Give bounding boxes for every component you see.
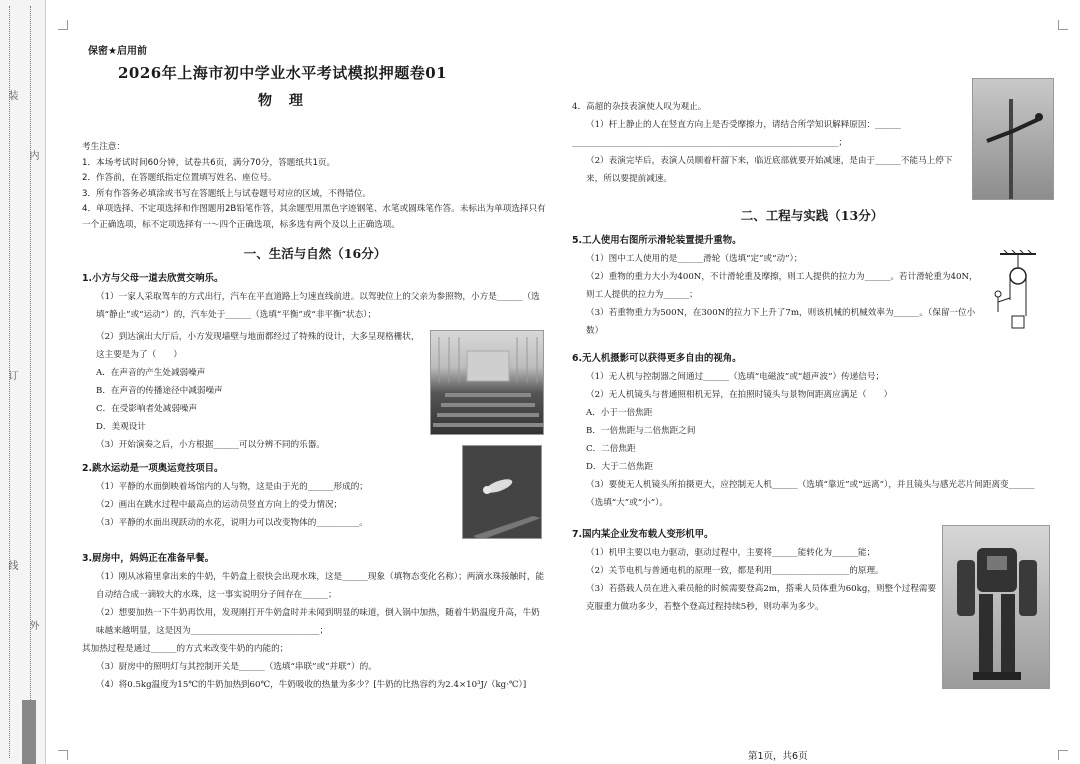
binding-dotted-line: [9, 6, 10, 758]
binding-label: 线: [6, 560, 17, 570]
binding-gutter-bar: [22, 700, 36, 764]
question-part: （3）开始演奏之后，小方根据______可以分辨不同的乐器。: [96, 440, 325, 450]
concert-hall-photo: [430, 330, 544, 435]
question-5: [572, 232, 986, 340]
question-part: （2）想要加热一下牛奶再饮用，发现刚打开牛奶盒时并未闻到明显的味道，倒入锅中加热，随着牛奶温度升高，牛奶味越来越明显，这是因为______________________________；: [96, 608, 540, 636]
pulley-diagram: [990, 250, 1042, 332]
confidential-label: 保密★启用前: [88, 46, 147, 57]
page-corner-mark: [58, 750, 68, 760]
binding-label: 外: [27, 620, 38, 630]
notice-item: 1．本场考试时间60分钟，试卷共6页，满分70分，答题纸共1页。: [82, 157, 336, 168]
notice-item: 3．所有作答务必填涂或书写在答题纸上与试卷题号对应的区域，不得错位。: [82, 188, 372, 199]
binding-label: 装: [6, 90, 17, 100]
option-d: D．美观设计: [96, 422, 146, 432]
question-part: （2）表演完毕后，表演人员顺着杆溜下来，临近底部就要开始减速，是由于______不能马上停下来，所以要提前减速。: [586, 156, 953, 184]
question-3: [82, 550, 548, 694]
question-part: （2）重物的重力大小为400N，不计滑轮重及摩擦，则工人提供的拉力为______。若计滑轮重为40N，则工人提供的拉力为______；: [586, 272, 978, 300]
binding-label: 订: [6, 370, 17, 380]
question-heading: 3.厨房中，妈妈正在准备早餐。: [82, 553, 214, 564]
notice-item: 2．作答前，在答题纸指定位置填写姓名、座位号。: [82, 173, 277, 183]
question-part: （1）一家人采取驾车的方式出行，汽车在平直道路上匀速直线前进。以驾驶位上的父亲为参照物，小方是______（选填“静止”或“运动”）的，汽车处于______（选填“平衡”或“非平衡”状态）；: [96, 292, 540, 320]
option-a: A．在声音的产生处减弱噪声: [96, 368, 206, 378]
question-part: （2）无人机镜头与普通照相机无异，在拍照时镜头与景物间距离应满足（ ）: [586, 390, 893, 400]
candidate-notice: [82, 140, 548, 233]
question-heading: 6.无人机摄影可以获得更多自由的视角。: [572, 353, 742, 364]
question-4: [572, 98, 956, 188]
question-1-cont: [82, 328, 424, 454]
question-part: ______________________________________________________________；: [572, 138, 848, 148]
question-part: （1）无人机与控制器之间通过______（选填“电磁波”或“超声波”）传递信号；: [586, 372, 885, 382]
binding-margin: [0, 0, 46, 764]
question-part: （3）要使无人机镜头所拍摄更大，应控制无人机______（选填“靠近”或“远离”），并且镜头与感光芯片间距离变______（选填“大”或“小”）。: [586, 480, 1035, 508]
question-part: （1）图中工人使用的是______滑轮（选填“定”或“动”）；: [586, 254, 803, 264]
question-part: （4）将0.5kg温度为15℃的牛奶加热到60℃，牛奶吸收的热量为多少？[牛奶的比热容约为2.4×10³J/（kg·℃）]: [96, 680, 527, 690]
question-7: [572, 526, 938, 616]
question-part: （1）机甲主要以电力驱动，驱动过程中，主要将______能转化为______能；: [586, 548, 876, 558]
question-part: （2）到达演出大厅后，小方发现墙壁与地面都经过了特殊的设计，大多呈现格栅状，这主要是为了（ ）: [96, 332, 420, 360]
question-part: （3）平静的水面出现跃动的水花，说明力可以改变物体的__________。: [96, 518, 368, 528]
page-corner-mark: [1058, 20, 1068, 30]
question-part: （2）画出在跳水过程中最高点的运动员竖直方向上的受力情况；: [96, 500, 343, 510]
option-a: A．小于一倍焦距: [586, 408, 653, 418]
question-part: （1）刚从冰箱里拿出来的牛奶，牛奶盒上很快会出现水珠，这是______现象（填物态变化名称）；两滴水珠接触时，能自动结合成一滴较大的水珠，这一事实说明分子间存在______；: [96, 572, 545, 600]
question-part: （1）杆上静止的人在竖直方向上是否受摩擦力，请结合所学知识解释原因：______: [586, 120, 901, 130]
question-heading: 1.小方与父母一道去欣赏交响乐。: [82, 273, 224, 284]
diver-photo: [462, 445, 542, 539]
page-corner-mark: [58, 20, 68, 30]
exam-page: [58, 20, 1068, 760]
pole-acrobat-photo: [972, 78, 1054, 200]
notice-item: 4．单项选择、不定项选择和作图题用2B铅笔作答，其余题型用黑色字迹钢笔、水笔或圆珠笔作答。未标出为单项选择只有一个正确选项，标不定项选择有一～四个正确选项，标多选有两个及以上正确选项。: [82, 204, 546, 230]
option-b: B．一倍焦距与二倍焦距之间: [586, 426, 696, 436]
option-c: C．在受影响者处减弱噪声: [96, 404, 198, 414]
question-2: [82, 460, 452, 532]
question-part: （1）平静的水面倒映着场馆内的人与物，这是由于光的______形成的；: [96, 482, 368, 492]
page-corner-mark: [1058, 750, 1068, 760]
binding-dotted-line: [30, 6, 31, 758]
mech-robot-photo: [942, 525, 1050, 689]
question-heading: 5.工人使用右图所示滑轮装置提升重物。: [572, 235, 742, 246]
question-part: （3）若搭载人员在进入乘员舱的时候需要登高2m，搭乘人员体重为60kg，则整个过程需要克服重力做功多少，若整个登高过程持续5秒，则功率为多少。: [586, 584, 937, 612]
option-c: C．二倍焦距: [586, 444, 636, 454]
subject-title: 物 理: [258, 93, 309, 109]
question-part: （3）若重物重力为500N，在300N的拉力下上升了7m，则该机械的机械效率为______。（保留一位小数）: [586, 308, 976, 336]
question-heading: 4．高超的杂技表演使人叹为观止。: [572, 102, 707, 112]
option-b: B．在声音的传播途径中减弱噪声: [96, 386, 223, 396]
section-heading: 二、工程与实践（13分）: [740, 208, 884, 223]
question-heading: 7.国内某企业发布载人变形机甲。: [572, 529, 714, 540]
question-part: （2）关节电机与普通电机的原理一致，都是利用__________________的原理。: [586, 566, 884, 576]
question-part: （3）厨房中的照明灯与其控制开关是______（选填“串联”或“并联”）的。: [96, 662, 377, 672]
question-6: [572, 350, 1042, 512]
question-1: [82, 270, 548, 324]
notice-heading: 考生注意：: [82, 142, 125, 152]
page-number: 第1页，共6页: [748, 751, 808, 762]
exam-title: 2026年上海市初中学业水平考试模拟押题卷01: [118, 64, 448, 82]
question-part: 其加热过程是通过______的方式来改变牛奶的内能的；: [82, 644, 289, 654]
option-d: D．大于二倍焦距: [586, 462, 654, 472]
binding-label: 内: [27, 150, 38, 160]
question-heading: 2.跳水运动是一项奥运竞技项目。: [82, 463, 224, 474]
section-heading: 一、生活与自然（16分）: [243, 246, 387, 261]
